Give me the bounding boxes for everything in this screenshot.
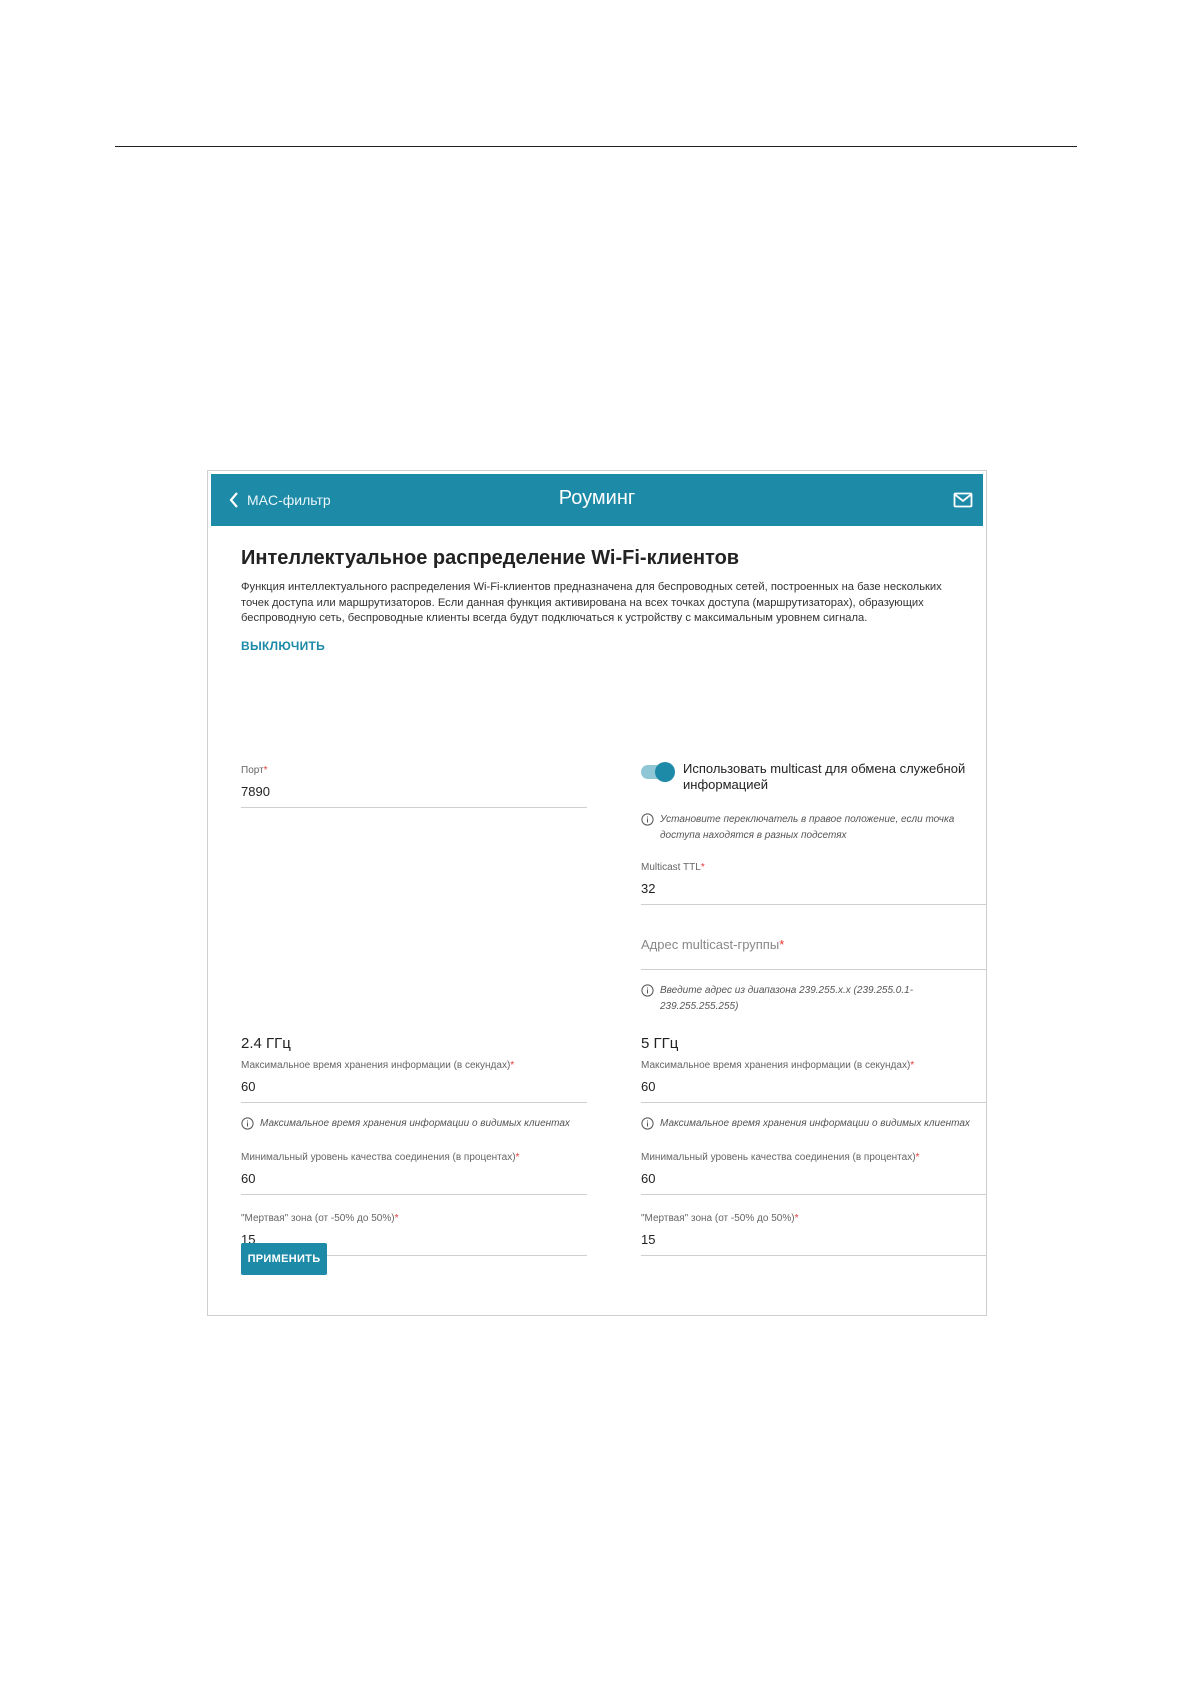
band-24-max-time-input[interactable]: [241, 1073, 587, 1103]
multicast-group-hint: Введите адрес из диапазона 239.255.x.x (239.255.0.1-239.255.255.255): [641, 983, 981, 1015]
band-5-max-time-hint: Максимальное время хранения информации о видимых клиентах: [641, 1116, 987, 1132]
multicast-ttl-field: [641, 861, 987, 905]
header-bar: [211, 474, 983, 526]
multicast-ttl-input[interactable]: [641, 875, 987, 905]
info-icon: [641, 1117, 654, 1130]
port-input[interactable]: [241, 778, 587, 808]
roaming-panel: [207, 470, 987, 1316]
section-title: Интеллектуальное распределение Wi-Fi-клиентов: [241, 547, 740, 569]
mail-button[interactable]: [953, 492, 973, 513]
toggle-knob: [655, 762, 675, 782]
band-24-title: 2.4 ГГц: [241, 1035, 291, 1052]
info-icon: [641, 984, 654, 997]
page-title: Роуминг: [558, 487, 636, 509]
port-label: Порт*: [241, 765, 268, 776]
band-5-min-quality-label: Минимальный уровень качества соединения (в процентах)*: [641, 1152, 920, 1163]
band-5-min-quality-input[interactable]: [641, 1165, 987, 1195]
multicast-group-field: [641, 926, 987, 970]
apply-button[interactable]: ПРИМЕНИТЬ: [241, 1243, 327, 1275]
band-5-max-time-field: [641, 1059, 987, 1103]
band-24-min-quality-field: [241, 1151, 587, 1195]
content: [241, 546, 970, 1224]
multicast-hint: Установите переключатель в правое положение, если точка доступа находятся в разных подсетях: [641, 812, 971, 844]
band-24-dead-zone-label: "Мертвая" зона (от -50% до 50%)*: [241, 1213, 399, 1224]
band-5-dead-zone-label: "Мертвая" зона (от -50% до 50%)*: [641, 1213, 799, 1224]
band-5-min-quality-field: [641, 1151, 987, 1195]
multicast-toggle[interactable]: [641, 765, 673, 779]
back-label: MAC-фильтр: [247, 492, 331, 508]
band-5-dead-zone-input[interactable]: [641, 1226, 987, 1256]
band-5-dead-zone-field: [641, 1212, 987, 1256]
band-5-max-time-input[interactable]: [641, 1073, 987, 1103]
multicast-group-label: Адрес multicast-группы*: [641, 937, 785, 952]
disable-button[interactable]: ВЫКЛЮЧИТЬ: [241, 638, 326, 653]
band-24-min-quality-input[interactable]: [241, 1165, 587, 1195]
multicast-ttl-label: Multicast TTL*: [641, 862, 705, 873]
multicast-toggle-label: Использовать multicast для обмена служебной информацией: [683, 761, 966, 792]
multicast-toggle-row: [641, 761, 987, 793]
info-icon: [641, 813, 654, 826]
band-24-max-time-hint: Максимальное время хранения информации о видимых клиентах: [241, 1116, 587, 1132]
band-5-title: 5 ГГц: [641, 1035, 679, 1052]
band-24-max-time-field: [241, 1059, 587, 1103]
band-5-max-time-label: Максимальное время хранения информации (в секундах)*: [641, 1060, 915, 1071]
mail-icon: [953, 492, 973, 508]
section-description: Функция интеллектуального распределения Wi-Fi-клиентов предназначена для беспроводных сетей, построенных на базе нескольких точек доступа или маршрутизаторов. Если данная функция активирована на всех точках доступа (маршрутизаторах), образующих беспроводную сеть, беспроводные клиенты всегда будут подключаться к устройству с максимальным уровнем сигнала.: [241, 581, 942, 624]
info-icon: [241, 1117, 254, 1130]
page-top-rule: [115, 146, 1077, 147]
band-24-min-quality-label: Минимальный уровень качества соединения (в процентах)*: [241, 1152, 520, 1163]
port-field: [241, 764, 587, 808]
band-24-max-time-label: Максимальное время хранения информации (в секундах)*: [241, 1060, 515, 1071]
